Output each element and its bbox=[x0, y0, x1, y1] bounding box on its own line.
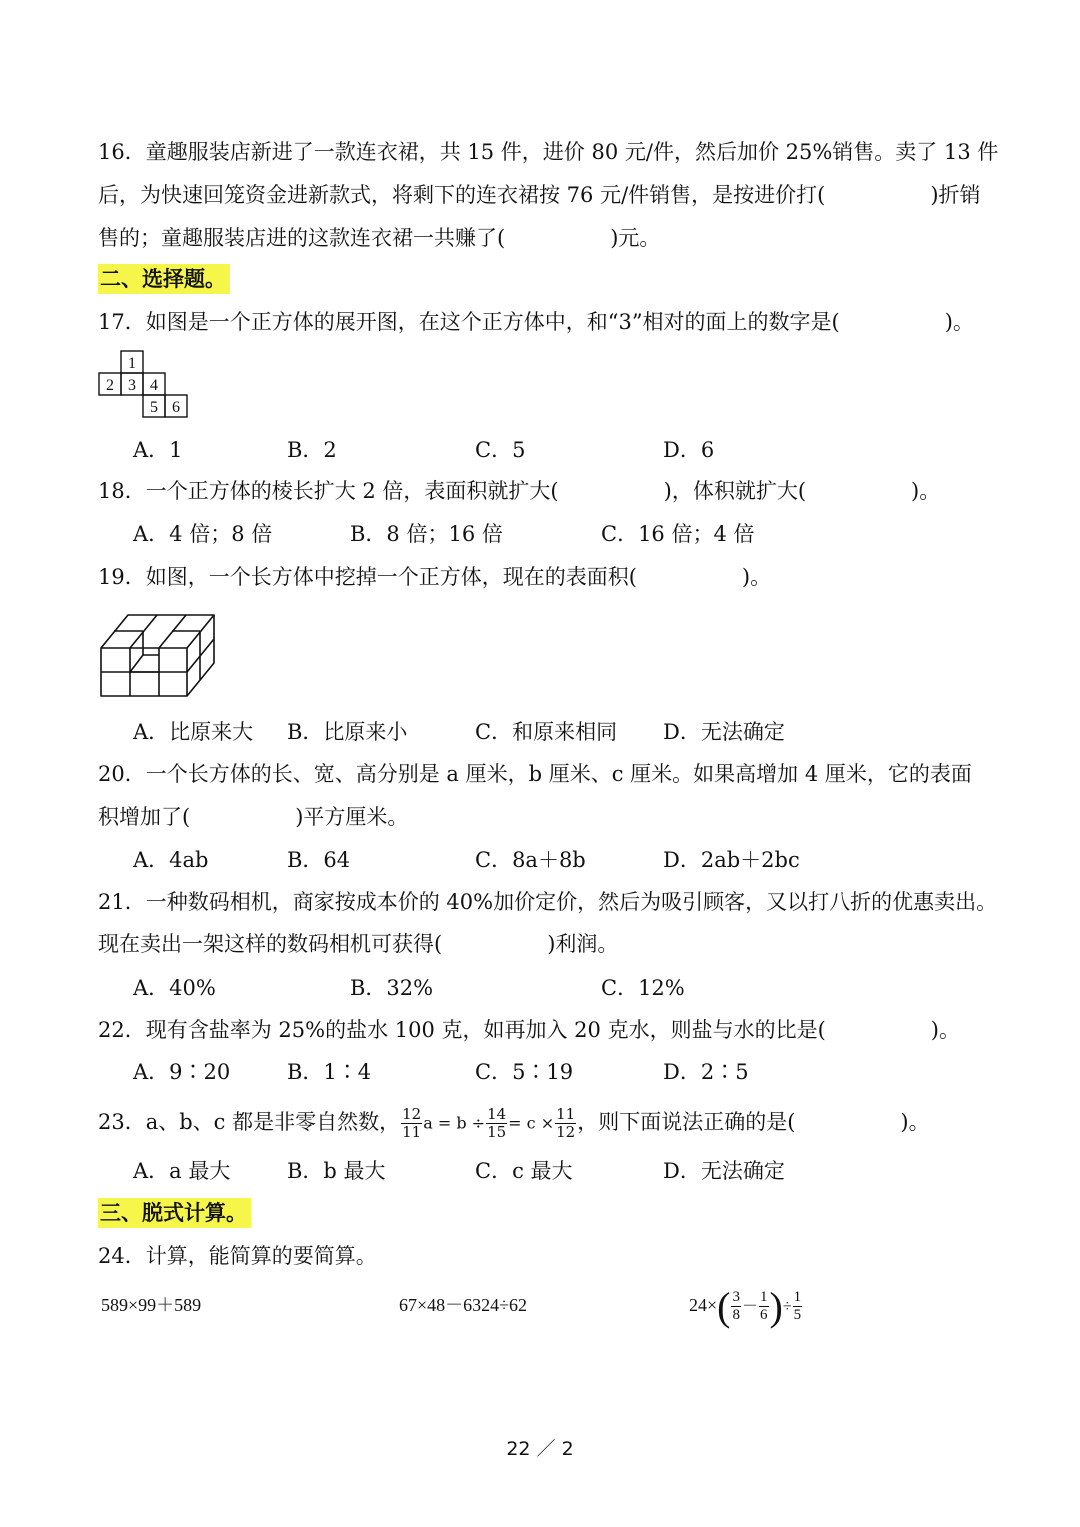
q23-term-1: a = b ÷ bbox=[423, 1113, 486, 1133]
q18-text: 18．一个正方体的棱长扩大 2 倍，表面积就扩大( )，体积就扩大( )。 bbox=[98, 479, 941, 503]
q20-line-2: 积增加了( )平方厘米。 bbox=[98, 805, 409, 829]
q19-option-a[interactable]: A．比原来大 bbox=[133, 720, 254, 744]
section-heading-choice bbox=[98, 265, 230, 293]
q24-e3-divide: ÷ bbox=[782, 1297, 792, 1315]
cube-net-figure bbox=[98, 349, 192, 421]
q23-fraction-2 bbox=[486, 1106, 507, 1141]
q24-e3-b-numerator: 1 bbox=[760, 1289, 768, 1306]
q24-e3-b-denominator: 6 bbox=[760, 1307, 768, 1324]
q23-text bbox=[98, 1104, 930, 1142]
q23-f1-numerator: 12 bbox=[402, 1105, 422, 1123]
q23-f2-numerator: 14 bbox=[487, 1105, 507, 1123]
q21-option-c[interactable]: C．12% bbox=[601, 976, 685, 1000]
q24-e3-close-paren: ) bbox=[769, 1283, 783, 1329]
q24-e3-prefix: 24× bbox=[689, 1295, 718, 1315]
q24-e3-fraction-c bbox=[793, 1289, 803, 1324]
q17-option-b[interactable]: B．2 bbox=[287, 438, 337, 462]
q24-e3-c-denominator: 5 bbox=[793, 1307, 802, 1324]
q22-option-c[interactable]: C．5∶19 bbox=[475, 1060, 574, 1084]
page-number: 22 ／ 2 bbox=[506, 1438, 574, 1460]
q19-option-b[interactable]: B．比原来小 bbox=[287, 720, 408, 744]
q23-prefix: 23．a、b、c 都是非零自然数， bbox=[98, 1110, 401, 1134]
q16-line-3: 售的；童趣服装店进的这款连衣裙一共赚了( )元。 bbox=[98, 226, 661, 250]
q23-f1-denominator: 11 bbox=[402, 1123, 422, 1141]
q23-term-2: = c × bbox=[508, 1113, 555, 1133]
q23-fraction-3 bbox=[555, 1106, 576, 1141]
q19-text: 19．如图，一个长方体中挖掉一个正方体，现在的表面积( )。 bbox=[98, 565, 772, 589]
net-label-6: 6 bbox=[172, 399, 180, 416]
q17-text: 17．如图是一个正方体的展开图，在这个正方体中，和“3”相对的面上的数字是( )。 bbox=[98, 310, 974, 334]
q23-option-d[interactable]: D．无法确定 bbox=[663, 1159, 785, 1183]
q20-option-c[interactable]: C．8a＋8b bbox=[475, 848, 586, 872]
section-heading-choice-text: 二、选择题。 bbox=[98, 264, 230, 294]
q21-option-a[interactable]: A．40% bbox=[133, 976, 216, 1000]
q19-option-c[interactable]: C．和原来相同 bbox=[475, 720, 618, 744]
q24-expression-1: 589×99＋589 bbox=[101, 1295, 202, 1315]
q17-option-a[interactable]: A．1 bbox=[133, 438, 183, 462]
net-label-2: 2 bbox=[106, 377, 114, 394]
q18-option-b[interactable]: B．8 倍；16 倍 bbox=[350, 522, 503, 546]
q22-option-b[interactable]: B．1∶4 bbox=[287, 1060, 372, 1084]
net-label-3: 3 bbox=[128, 377, 136, 394]
q23-f3-denominator: 12 bbox=[556, 1123, 576, 1141]
q21-line-1: 21．一种数码相机，商家按成本价的 40%加价定价，然后为吸引顾客，又以打八折的优惠卖出。 bbox=[98, 890, 998, 914]
q24-e3-a-denominator: 8 bbox=[732, 1307, 740, 1324]
net-label-4: 4 bbox=[150, 377, 158, 394]
net-label-5: 5 bbox=[150, 399, 158, 416]
q24-e3-minus: － bbox=[741, 1297, 758, 1315]
q16-line-1: 16．童趣服装店新进了一款连衣裙，共 15 件，进价 80 元/件，然后加价 25%销售。卖了 13 件 bbox=[98, 140, 999, 164]
q24-e3-a-numerator: 3 bbox=[732, 1289, 740, 1306]
q23-f3-numerator: 11 bbox=[556, 1105, 576, 1123]
net-label-1: 1 bbox=[128, 355, 136, 372]
q24-e3-open-paren: ( bbox=[717, 1283, 731, 1329]
q23-option-c[interactable]: C．c 最大 bbox=[475, 1159, 573, 1183]
q17-option-d[interactable]: D．6 bbox=[663, 438, 715, 462]
q24-expression-3 bbox=[689, 1283, 803, 1329]
q20-line-1: 20．一个长方体的长、宽、高分别是 a 厘米，b 厘米、c 厘米。如果高增加 4 厘米，它的表面 bbox=[98, 762, 972, 786]
q20-option-a[interactable]: A．4ab bbox=[133, 848, 209, 872]
q18-option-c[interactable]: C．16 倍；4 倍 bbox=[601, 522, 755, 546]
q22-text: 22．现有含盐率为 25%的盐水 100 克，如再加入 20 克水，则盐与水的比是( )。 bbox=[98, 1018, 960, 1042]
q23-f2-denominator: 15 bbox=[487, 1123, 507, 1141]
q23-fraction-1 bbox=[401, 1106, 422, 1141]
section-heading-calc bbox=[98, 1199, 251, 1227]
q24-e3-fraction-a bbox=[731, 1289, 741, 1324]
q24-text: 24．计算，能简算的要简算。 bbox=[98, 1244, 377, 1268]
q17-option-c[interactable]: C．5 bbox=[475, 438, 526, 462]
q22-option-d[interactable]: D．2∶5 bbox=[663, 1060, 749, 1084]
q23-suffix: ，则下面说法正确的是( )。 bbox=[577, 1110, 930, 1134]
q21-line-2: 现在卖出一架这样的数码相机可获得( )利润。 bbox=[98, 932, 619, 956]
q23-option-b[interactable]: B．b 最大 bbox=[287, 1159, 386, 1183]
q24-expression-2: 67×48－6324÷62 bbox=[399, 1295, 528, 1315]
q24-e3-c-numerator: 1 bbox=[793, 1289, 802, 1306]
q18-option-a[interactable]: A．4 倍；8 倍 bbox=[133, 522, 273, 546]
q16-line-2: 后，为快速回笼资金进新款式，将剩下的连衣裙按 76 元/件销售，是按进价打( )折销 bbox=[98, 183, 981, 207]
q20-option-d[interactable]: D．2ab＋2bc bbox=[663, 848, 800, 872]
q21-option-b[interactable]: B．32% bbox=[350, 976, 434, 1000]
cuboid-figure bbox=[98, 610, 220, 700]
q22-option-a[interactable]: A．9∶20 bbox=[133, 1060, 231, 1084]
section-heading-calc-text: 三、脱式计算。 bbox=[98, 1198, 251, 1228]
q23-option-a[interactable]: A．a 最大 bbox=[133, 1159, 231, 1183]
q19-option-d[interactable]: D．无法确定 bbox=[663, 720, 785, 744]
q20-option-b[interactable]: B．64 bbox=[287, 848, 351, 872]
q24-e3-fraction-b bbox=[759, 1289, 769, 1324]
